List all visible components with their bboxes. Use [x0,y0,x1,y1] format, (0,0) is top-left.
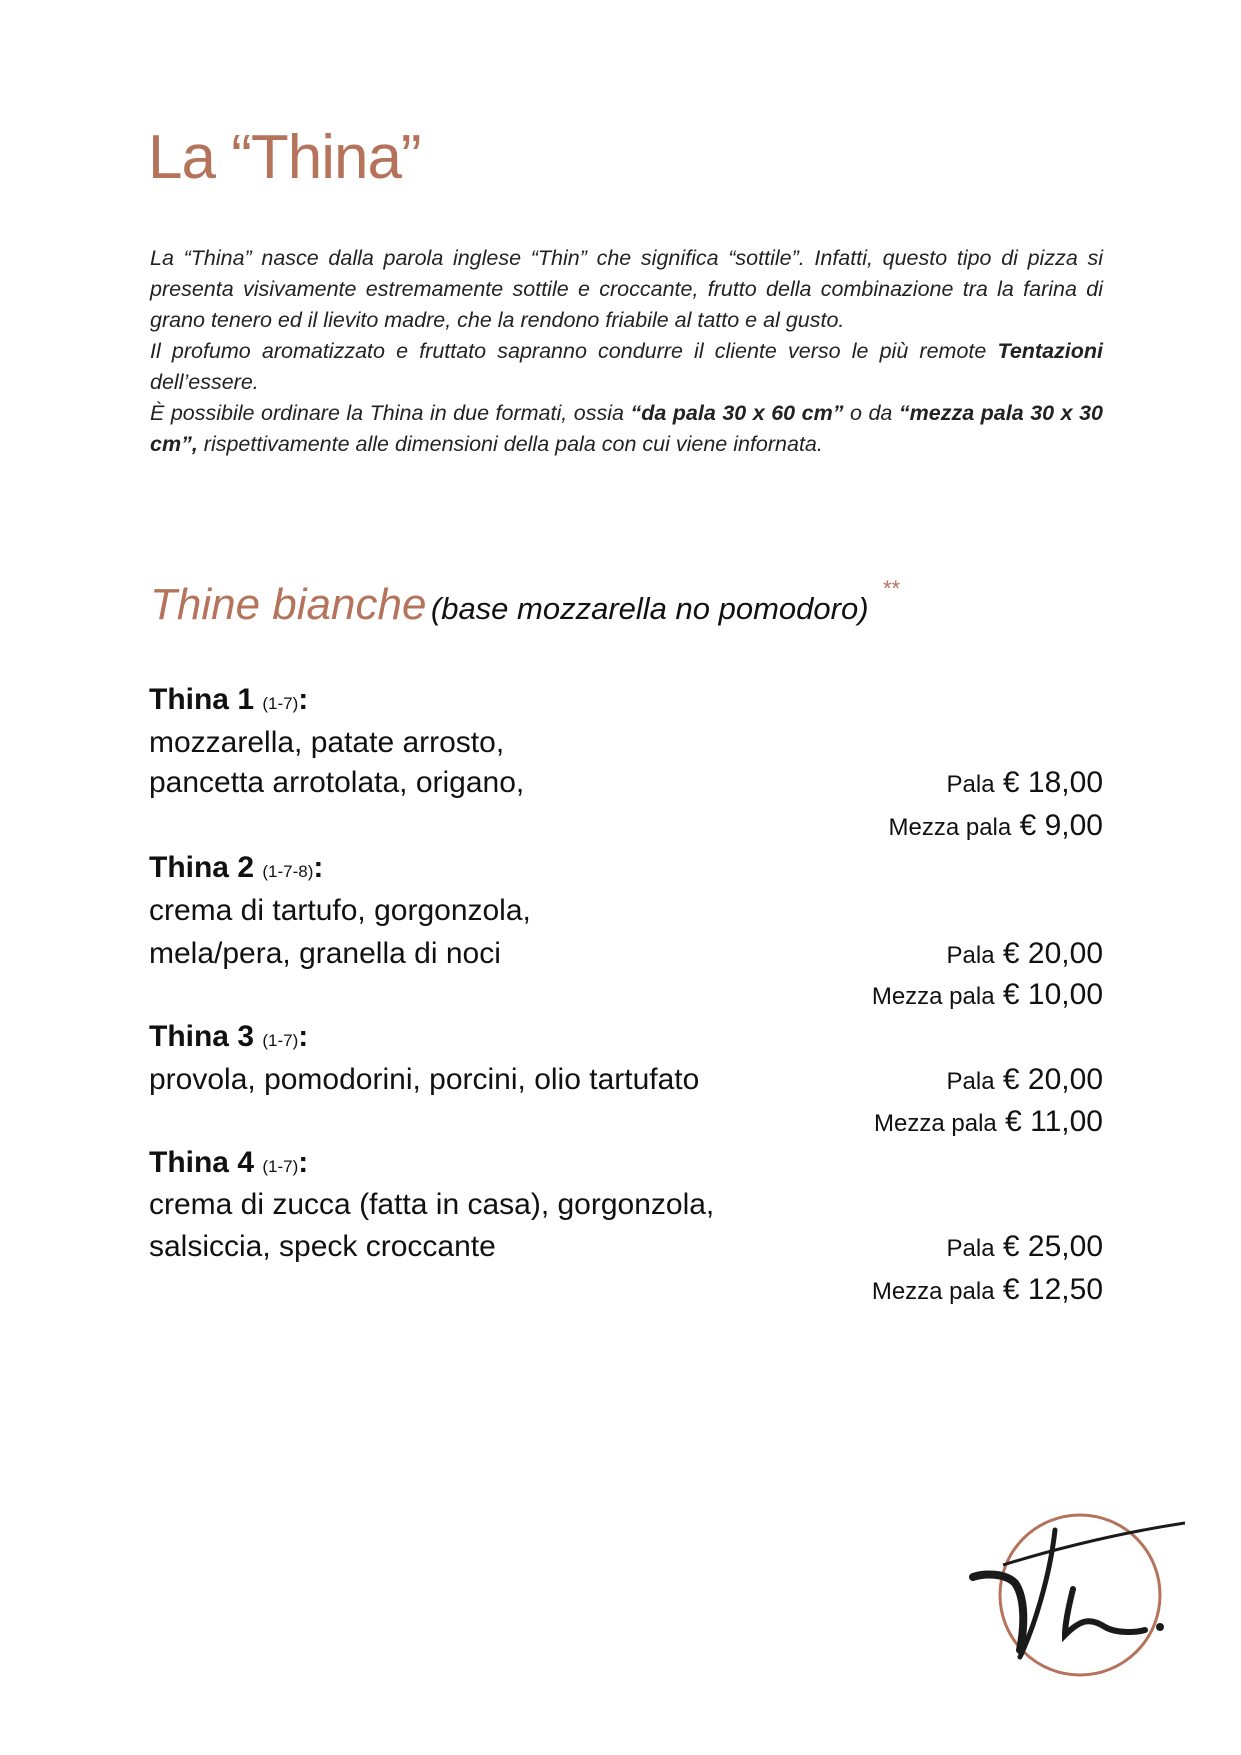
price-label: Pala [946,1235,995,1262]
price-mezza-pala [872,978,1103,1012]
intro-text [150,243,1103,460]
logo [965,1505,1185,1685]
price-value: € 18,00 [1002,766,1103,799]
emphasis: Tentazioni [997,339,1103,363]
section-mark: ** [883,576,901,601]
price-label: Mezza pala [874,1110,997,1137]
price-pala [947,766,1103,800]
price-label: Mezza pala [871,983,995,1010]
item-allergens: (1-7-8) [262,862,314,881]
text: Il profumo aromatizzato e fruttato sapranno condurre il cliente verso le più remote [150,339,998,363]
item-ingredients: mozzarella, patate arrosto, [149,726,505,759]
page-title: La “Thina” [148,123,421,192]
item-allergens: (1-7) [262,694,299,713]
colon: : [298,683,309,716]
item-name: Thina 2 [149,851,255,884]
colon: : [298,1020,309,1053]
price-pala [947,1230,1103,1264]
price-mezza-pala [874,1105,1103,1139]
price-pala [947,937,1103,971]
item-header [149,1146,308,1180]
section-subtitle: (base mozzarella no pomodoro) [430,591,869,626]
item-ingredients: salsiccia, speck croccante [149,1230,496,1263]
price-label: Mezza pala [888,814,1012,841]
item-name: Thina 3 [149,1020,255,1053]
price-value: € 12,50 [1002,1273,1103,1306]
item-name: Thina 4 [149,1146,255,1179]
price-label: Pala [946,771,995,798]
price-value: € 10,00 [1002,978,1103,1011]
price-value: € 9,00 [1019,809,1103,842]
price-label: Pala [946,1068,995,1095]
colon: : [298,1146,309,1179]
section-title: Thine bianche [150,580,427,629]
price-value: € 20,00 [1002,937,1103,970]
item-allergens: (1-7) [262,1031,299,1050]
item-ingredients: mela/pera, granella di noci [149,937,501,970]
price-mezza-pala [872,1273,1103,1307]
section-heading [150,576,901,630]
item-ingredients: crema di zucca (fatta in casa), gorgonzola, [149,1188,715,1221]
item-name: Thina 1 [149,683,255,716]
text: rispettivamente alle dimensioni della pala con cui viene infornata. [197,432,823,456]
price-value: € 25,00 [1002,1230,1103,1263]
item-header [149,851,323,885]
intro-paragraph-1: La “Thina” nasce dalla parola inglese “Thin” che significa “sottile”. Infatti, questo tipo di pizza si presenta visivamente estremamente sottile e croccante, frutto della combinazione tra la farina di grano tenero ed il lievito madre, che la rendono friabile al tatto e al gusto. [150,246,1103,332]
intro-paragraph-3 [150,398,1103,460]
item-header [149,683,308,717]
price-value: € 20,00 [1002,1063,1103,1096]
item-ingredients: pancetta arrotolata, origano, [149,766,525,799]
price-pala [947,1063,1103,1097]
item-ingredients: provola, pomodorini, porcini, olio tartufato [149,1063,700,1096]
item-header [149,1020,308,1054]
price-value: € 11,00 [1005,1105,1103,1138]
text: o da [843,401,899,425]
text: dell’essere. [150,370,259,394]
item-ingredients: crema di tartufo, gorgonzola, [149,894,531,927]
colon: : [313,851,324,884]
price-label: Mezza pala [871,1278,995,1305]
format-mezza-pala: “mezza pala 30 x 30 cm”, [150,401,1103,456]
price-mezza-pala [889,809,1104,843]
format-pala: “da pala 30 x 60 cm” [630,401,844,425]
item-allergens: (1-7) [262,1157,299,1176]
text: È possibile ordinare la Thina in due formati, ossia [150,401,631,425]
price-label: Pala [946,942,995,969]
intro-paragraph-2 [150,336,1103,398]
